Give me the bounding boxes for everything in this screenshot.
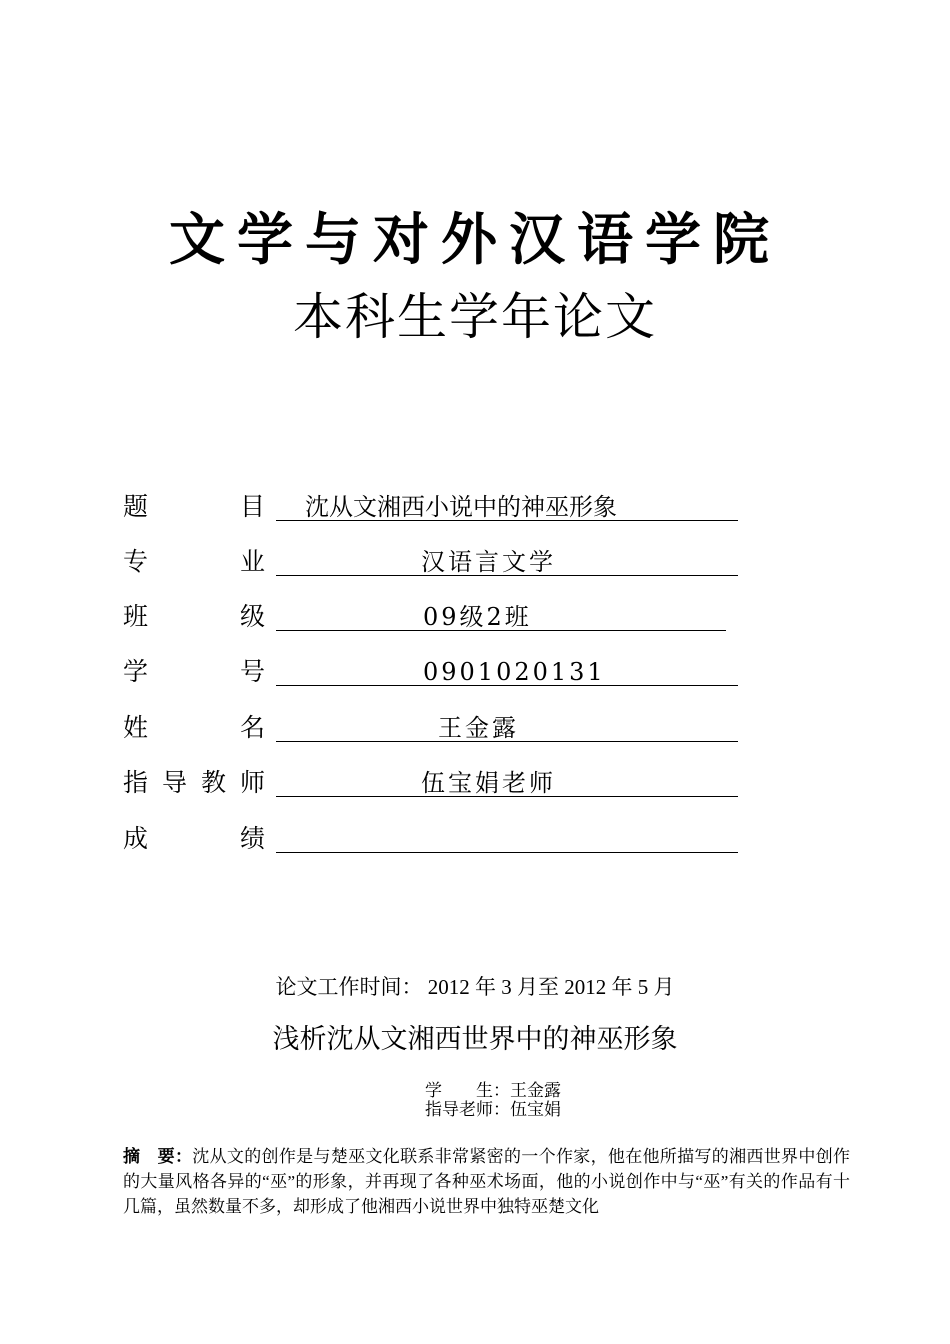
paper-title: 浅析沈从文湘西世界中的神巫形象 [272,1024,678,1055]
field-major [123,542,743,582]
field-student-id [123,652,743,692]
student-line: 学 生：王金露 [425,1081,561,1100]
field-class-label: 班 级 [123,602,266,631]
field-student-id-label: 学 号 [123,657,266,686]
field-name-label: 姓 名 [123,713,266,742]
field-title-label: 题 目 [123,492,266,521]
document-type-title: 本科生学年论文 [293,288,657,346]
field-advisor-value: 伍宝娟老师 [421,769,556,797]
field-major-value: 汉语言文学 [421,548,556,576]
field-name [123,708,743,748]
field-grade [123,819,743,859]
field-title-value: 沈从文湘西小说中的神巫形象 [305,493,617,521]
field-student-id-value: 0901020131 [423,658,606,686]
abstract-text: 沈从文的创作是与楚巫文化联系非常紧密的一个作家，他在他所描写的湘西世界中创作的大量风格各异的“巫”的形象，并再现了各种巫术场面，他的小说创作中与“巫”有关的作品有十几篇，虽然数量不多，却形成了他湘西小说世界中独特巫楚文化 [123,1147,851,1216]
field-title [123,487,743,527]
abstract-label: 摘 要： [123,1147,193,1166]
work-time: 论文工作时间： 2012 年 3 月至 2012 年 5 月 [275,975,675,999]
abstract [123,1144,850,1219]
field-advisor [123,763,743,803]
field-grade-underline [276,852,738,853]
institution-title: 文学与对外汉语学院 [169,207,781,273]
field-class-value: 09级2班 [423,603,532,631]
field-grade-label: 成 绩 [123,824,266,853]
field-name-value: 王金露 [438,714,519,742]
field-class [123,597,743,637]
field-advisor-label: 指 导 教 师 [123,768,266,797]
advisor-line: 指导老师：伍宝娟 [425,1100,561,1119]
field-major-label: 专 业 [123,547,266,576]
